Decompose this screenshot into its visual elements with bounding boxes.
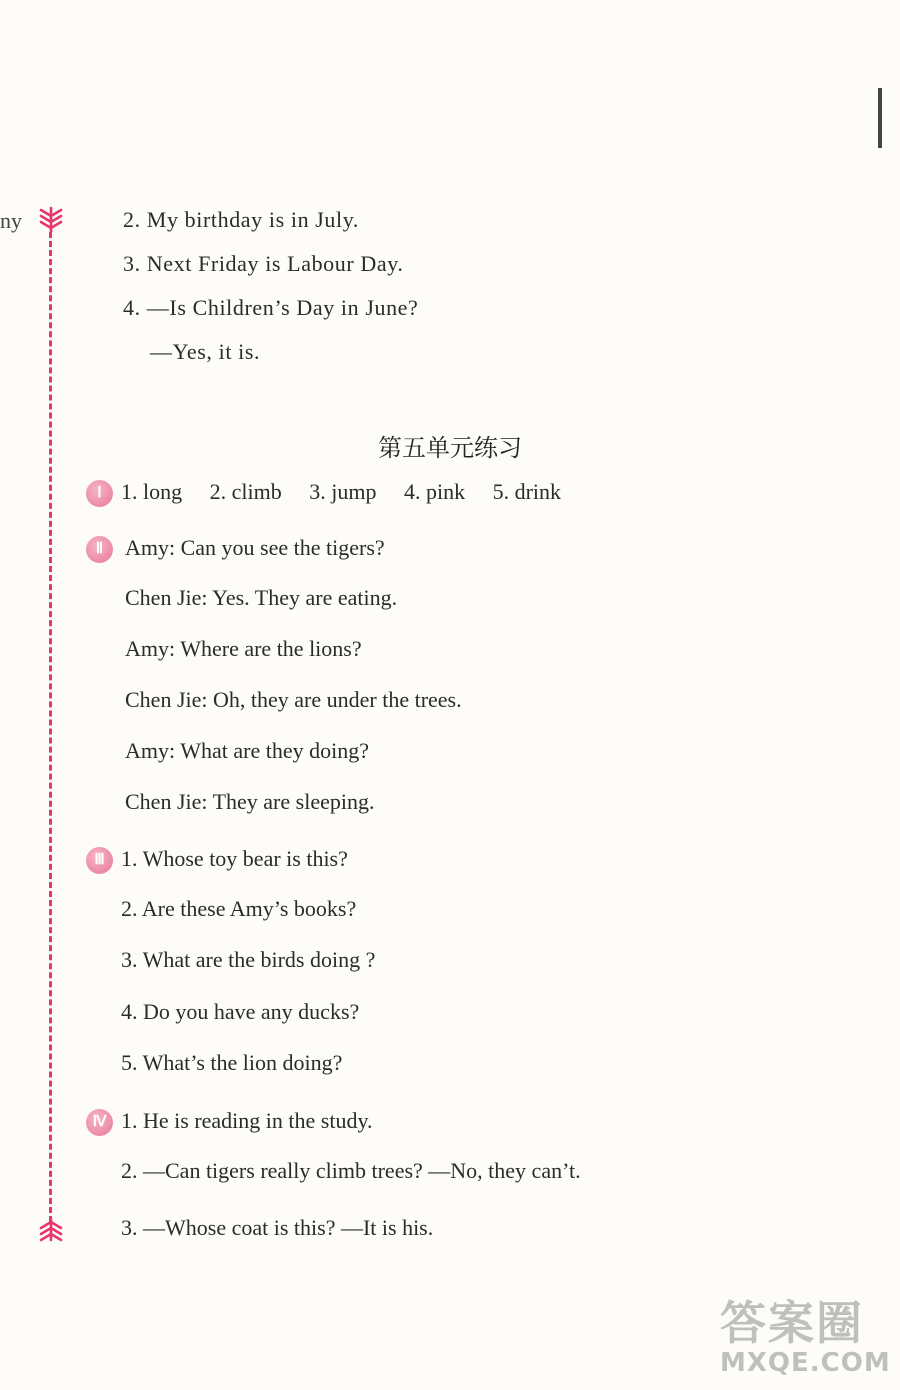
prev-answer-line: —Yes, it is. bbox=[150, 339, 261, 364]
part1-item: 4. pink bbox=[403, 479, 466, 504]
dialogue-line: Amy: Can you see the tigers? bbox=[125, 535, 385, 560]
question-line: 2. Are these Amy’s books? bbox=[121, 896, 357, 921]
part1-item: 5. drink bbox=[492, 479, 562, 504]
question-line: 3. What are the birds doing ? bbox=[121, 947, 376, 972]
part-badge-2: Ⅱ bbox=[86, 536, 113, 563]
watermark-domain: MXQE.COM bbox=[720, 1348, 891, 1378]
arrow-bottom-icon bbox=[38, 1218, 64, 1244]
arrow-top-icon bbox=[38, 206, 64, 232]
section-title: 第五单元练习 bbox=[378, 434, 522, 462]
dialogue-line: Amy: Where are the lions? bbox=[125, 636, 362, 661]
site-watermark bbox=[720, 1298, 890, 1380]
dialogue-line: Chen Jie: Oh, they are under the trees. bbox=[125, 687, 462, 712]
part-badge-3: Ⅲ bbox=[86, 847, 113, 874]
prev-answer-line: 2. My birthday is in July. bbox=[123, 207, 360, 232]
part1-item: 1. long bbox=[121, 479, 183, 504]
part-badge-1: Ⅰ bbox=[86, 480, 113, 507]
dialogue-line: Chen Jie: They are sleeping. bbox=[125, 789, 375, 814]
sentence-line: 1. He is reading in the study. bbox=[121, 1108, 373, 1133]
question-line: 5. What’s the lion doing? bbox=[121, 1050, 343, 1075]
prev-answer-line: 3. Next Friday is Labour Day. bbox=[123, 251, 404, 276]
part-badge-4: Ⅳ bbox=[86, 1109, 113, 1136]
part1-item: 2. climb bbox=[209, 479, 282, 504]
sentence-line: 3. —Whose coat is this? —It is his. bbox=[121, 1215, 434, 1240]
part1-item: 3. jump bbox=[309, 479, 377, 504]
sentence-line: 2. —Can tigers really climb trees? —No, they can’t. bbox=[121, 1158, 581, 1183]
prev-answer-line: 4. —Is Children’s Day in June? bbox=[123, 295, 419, 320]
question-line: 1. Whose toy bear is this? bbox=[121, 846, 348, 871]
cut-off-edge-text: ny bbox=[0, 208, 22, 233]
page-edge-mark bbox=[878, 88, 882, 148]
margin-dashed-rule bbox=[49, 232, 52, 1222]
question-line: 4. Do you have any ducks? bbox=[121, 999, 360, 1024]
watermark-chinese: 答案圈 bbox=[720, 1296, 864, 1350]
dialogue-line: Amy: What are they doing? bbox=[125, 738, 369, 763]
part1-answers bbox=[121, 479, 583, 505]
dialogue-line: Chen Jie: Yes. They are eating. bbox=[125, 585, 398, 610]
